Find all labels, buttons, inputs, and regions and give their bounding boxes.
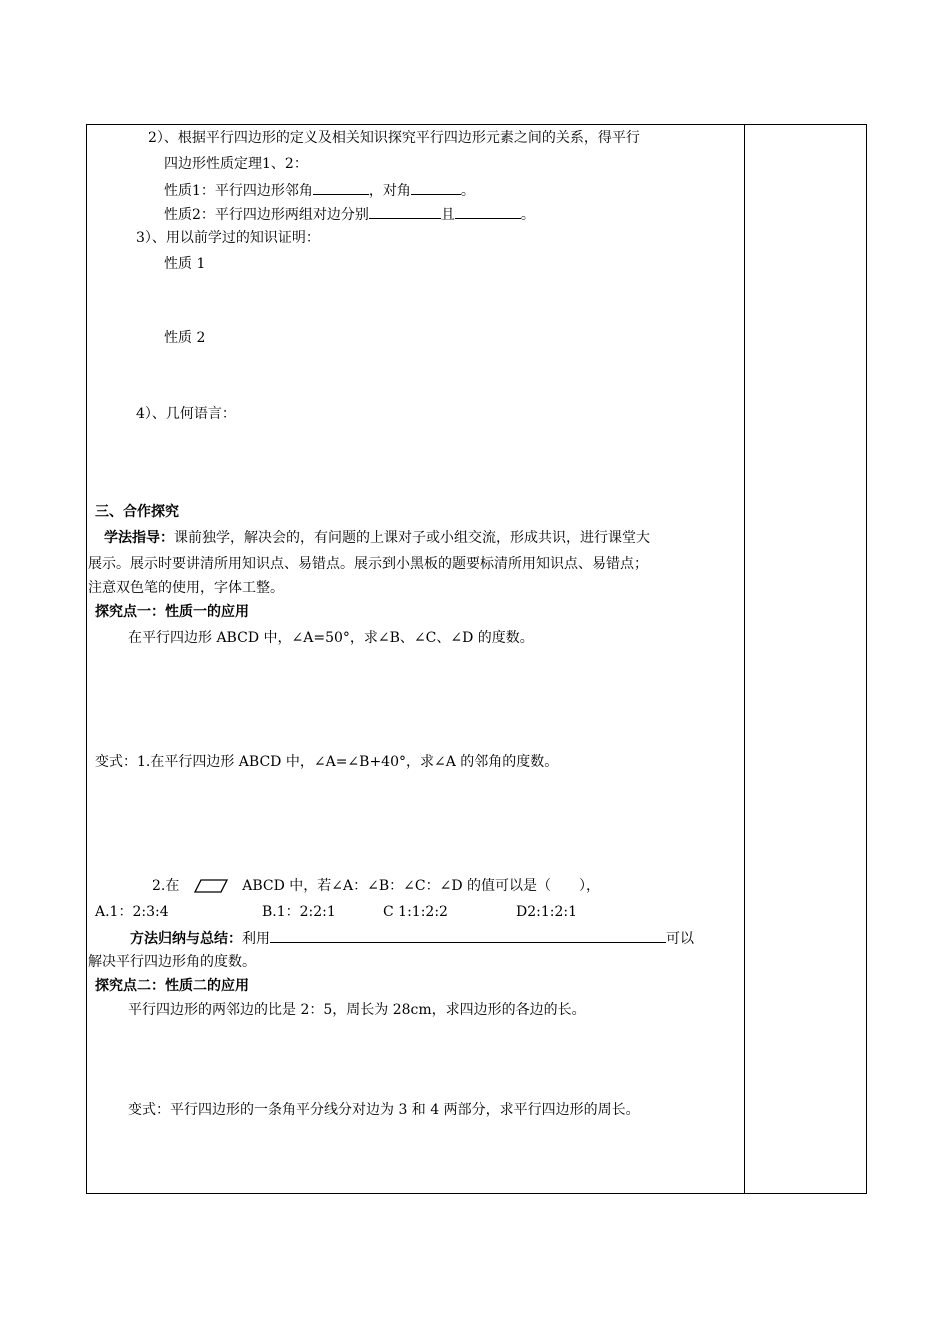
point1-variant2 <box>152 876 600 896</box>
point1-question: 在平行四边形 ABCD 中，∠A=50°，求∠B、∠C、∠D 的度数。 <box>128 630 534 646</box>
point2-variant: 变式：平行四边形的一条角平分线分对边为 3 和 4 两部分，求平行四边形的周长。 <box>128 1102 640 1118</box>
point1-title: 探究点一：性质一的应用 <box>95 604 249 620</box>
summary-line <box>130 928 694 949</box>
guide-label: 学法指导： <box>104 530 174 546</box>
point1-variant1: 变式：1.在平行四边形 ABCD 中，∠A=∠B+40°，求∠A 的邻角的度数。 <box>95 754 559 770</box>
property2-end: 。 <box>520 207 535 223</box>
property2-blank-2[interactable] <box>455 204 521 219</box>
property1-blank-1[interactable] <box>313 180 369 195</box>
coop-title: 三、合作探究 <box>95 504 179 520</box>
summary-text-1: 利用 <box>242 931 270 947</box>
property2-blank-1[interactable] <box>369 204 441 219</box>
summary-label: 方法归纳与总结： <box>130 931 242 947</box>
variant2-text: ABCD 中，若∠A：∠B：∠C：∠D 的值可以是（ ）， <box>242 878 601 894</box>
property1-text: 性质1：平行四边形邻角 <box>164 183 313 199</box>
summary-blank[interactable] <box>270 928 666 943</box>
point2-question: 平行四边形的两邻边的比是 2：5，周长为 28cm，求四边形的各边的长。 <box>128 1002 586 1018</box>
property1-blank-2[interactable] <box>411 180 461 195</box>
sec4-title: 4）、几何语言： <box>136 406 236 422</box>
worksheet-table <box>86 124 867 1194</box>
guide-line1 <box>104 528 650 548</box>
property2-text-2: 且 <box>440 207 455 223</box>
property1-line <box>164 180 475 201</box>
guide-line2: 展示。展示时要讲清所用知识点、易错点。展示到小黑板的题要标清所用知识点、易错点； <box>88 556 648 572</box>
point2-title: 探究点二：性质二的应用 <box>95 978 249 994</box>
option-c: C 1:1:2:2 <box>383 904 448 920</box>
property1-text-2: ，对角 <box>368 183 411 199</box>
sec3-prop2: 性质 2 <box>164 330 206 346</box>
option-b: B.1：2:2:1 <box>262 904 336 920</box>
sec3-prop1: 性质 1 <box>164 256 206 272</box>
property2-line <box>164 204 535 225</box>
summary-line2: 解决平行四边形角的度数。 <box>88 954 256 970</box>
property2-text: 性质2：平行四边形两组对边分别 <box>164 207 369 223</box>
option-d: D2:1:2:1 <box>516 904 578 920</box>
sec2-line1: 2）、根据平行四边形的定义及相关知识探究平行四边形元素之间的关系，得平行 <box>148 130 640 146</box>
variant2-prefix: 2.在 <box>152 878 180 894</box>
summary-text-2: 可以 <box>666 931 694 947</box>
sec2-line2: 四边形性质定理1、2： <box>164 156 308 172</box>
property1-end: 。 <box>460 183 475 199</box>
column-divider <box>744 124 745 1194</box>
parallelogram-icon <box>194 879 228 893</box>
option-a: A.1：2:3:4 <box>95 904 169 920</box>
sec3-title: 3）、用以前学过的知识证明： <box>136 230 320 246</box>
guide-line3: 注意双色笔的使用，字体工整。 <box>88 580 284 596</box>
guide-text-1: 课前独学，解决会的，有问题的上课对子或小组交流，形成共识，进行课堂大 <box>174 530 650 546</box>
